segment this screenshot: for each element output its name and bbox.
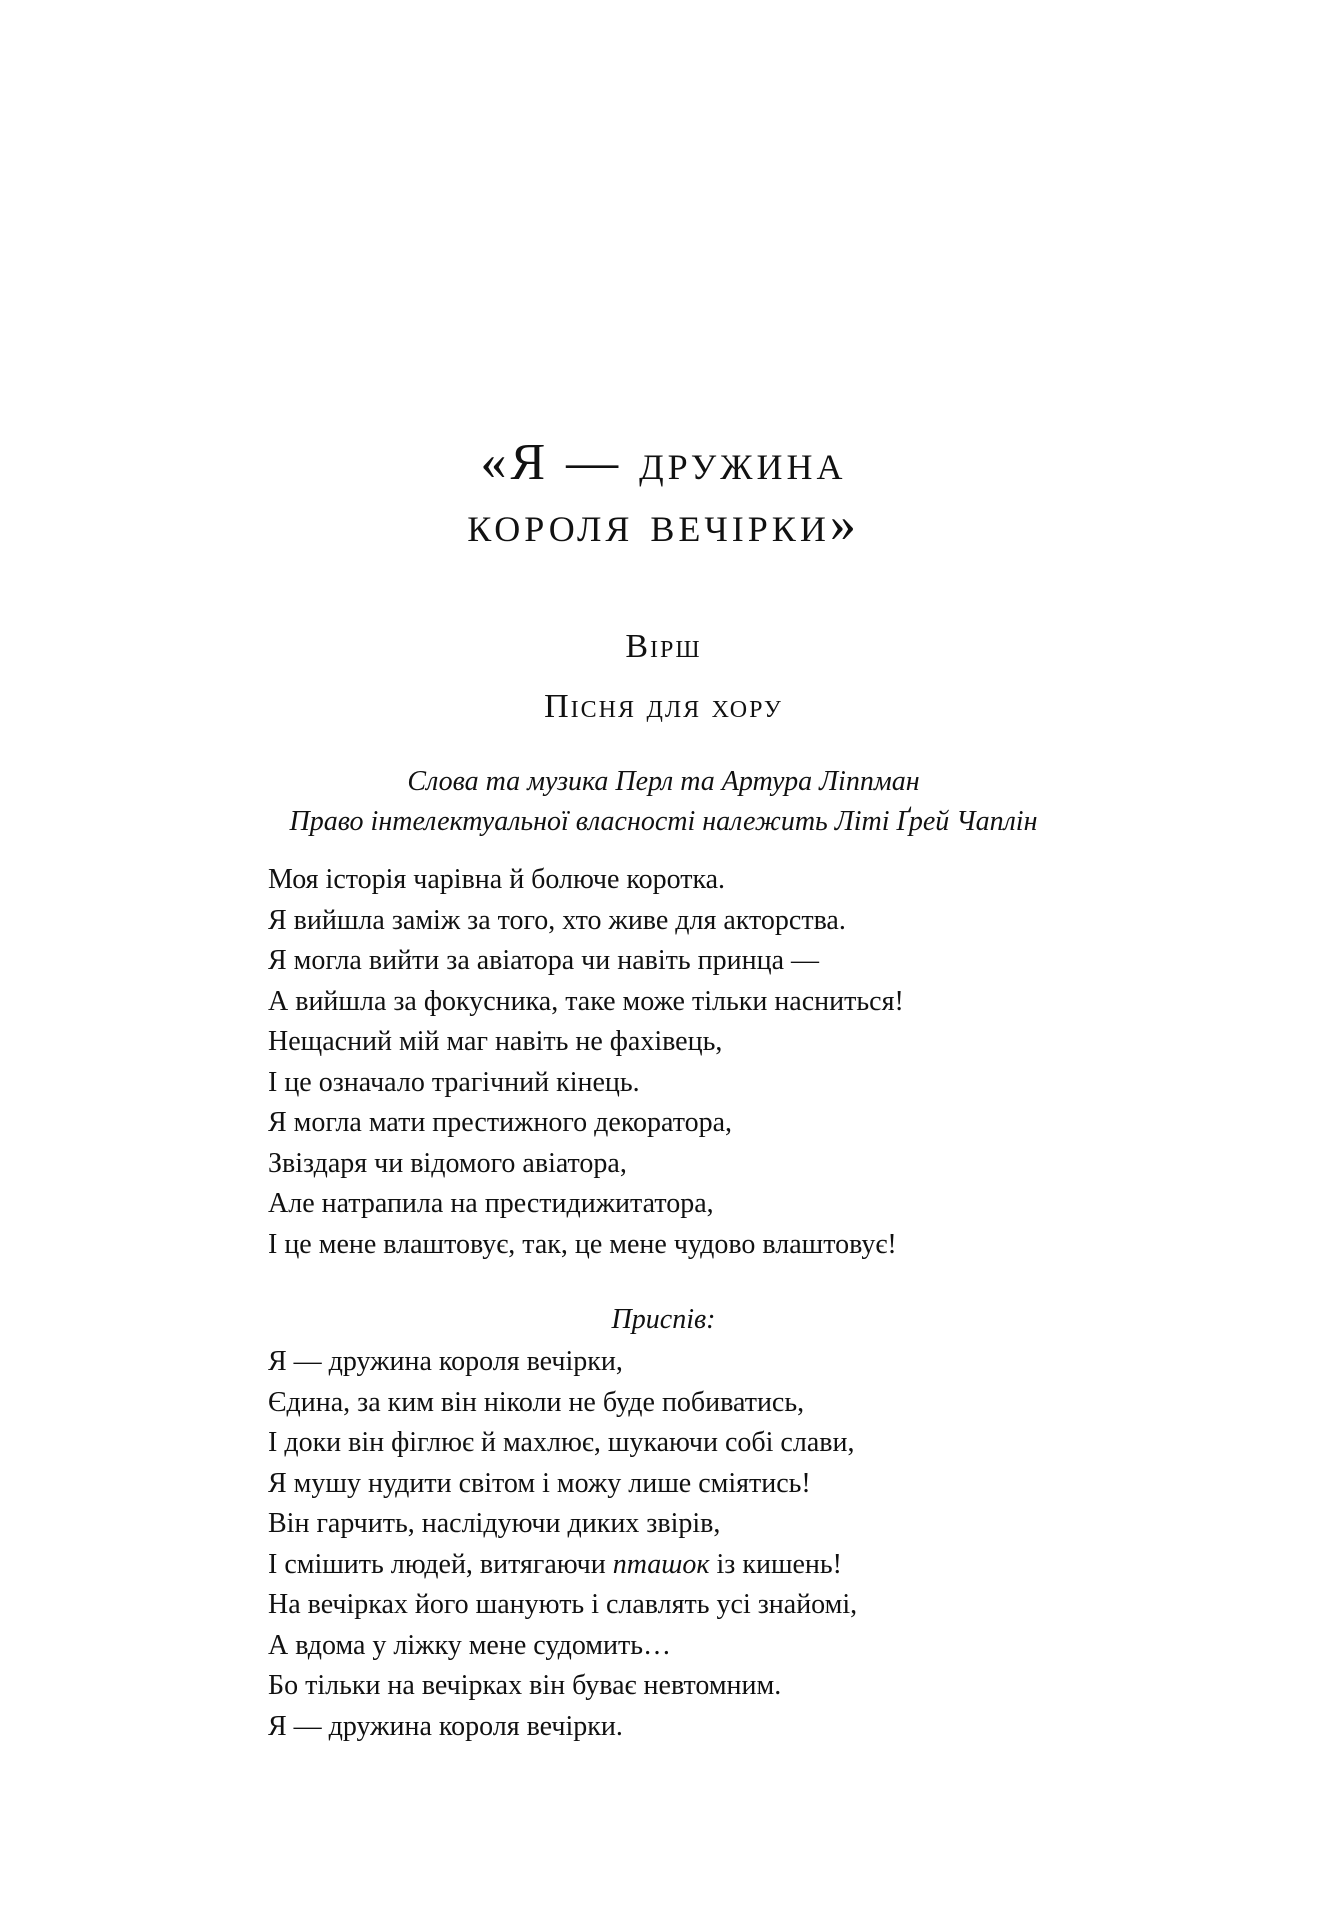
verse-line: Звіздаря чи відомого авіатора, bbox=[268, 1147, 627, 1179]
verse-line: Нещасний мій маг навіть не фахівець, bbox=[268, 1026, 723, 1057]
chorus-line bbox=[268, 1545, 1268, 1586]
verse-line: І це мене влаштовує, так, це мене чудово влаштовує! bbox=[268, 1228, 897, 1260]
chorus-line-part: із кишень! bbox=[709, 1548, 843, 1580]
chorus-stanza bbox=[268, 1342, 1268, 1747]
chorus-line: На вечірках його шанують і славлять усі знайомі, bbox=[268, 1589, 858, 1620]
chorus-line-part: І смішить людей, витягаючи bbox=[268, 1548, 613, 1580]
chapter-title-line-2: короля вечірки» bbox=[467, 496, 860, 553]
chorus-line: Я — дружина короля вечірки. bbox=[268, 1710, 623, 1742]
verse-line: Я могла вийти за авіатора чи навіть принца — bbox=[268, 945, 820, 976]
chorus-line: А вдома у ліжку мене судомить… bbox=[268, 1629, 671, 1661]
verse-line: Я могла мати престижного декоратора, bbox=[268, 1107, 733, 1138]
song-credits bbox=[0, 762, 1327, 842]
chapter-title-line-1: «Я — дружина bbox=[480, 434, 847, 491]
verse-line: А вийшла за фокусника, таке може тільки наснитьcя! bbox=[268, 985, 904, 1017]
chorus-line: Він гарчить, наслідуючи диких звірів, bbox=[268, 1508, 721, 1539]
verse-line: Але натрапила на престидижитатора, bbox=[268, 1188, 714, 1219]
chapter-title bbox=[0, 432, 1327, 556]
credits-line-copyright: Право інтелектуальної власності належить Літі Ґрей Чаплін bbox=[289, 806, 1038, 837]
chorus-label: Приспів: bbox=[611, 1304, 716, 1335]
verse-stanza bbox=[268, 860, 1268, 1265]
chorus-line: І доки він фіглює й махлює, шукаючи собі слави, bbox=[268, 1427, 855, 1458]
verse-line: І це означало трагічний кінець. bbox=[268, 1066, 640, 1098]
credits-line-authors: Слова та музика Перл та Артура Ліппман bbox=[407, 766, 920, 797]
chorus-line: Я мушу нудити світом і можу лише сміятись! bbox=[268, 1467, 811, 1499]
chorus-line: Я — дружина короля вечірки, bbox=[268, 1346, 623, 1377]
verse-line: Я вийшла заміж за того, хто живе для акторства. bbox=[268, 904, 846, 936]
chorus-line: Бо тільки на вечірках він буває невтомним. bbox=[268, 1670, 782, 1701]
section-heading-song: Пісня для хору bbox=[544, 688, 783, 725]
chorus-line-emphasis: пташок bbox=[612, 1548, 710, 1580]
verse-line: Моя історія чарівна й болюче коротка. bbox=[268, 864, 726, 895]
section-heading-verse: Вірш bbox=[625, 628, 702, 665]
chorus-line: Єдина, за ким він ніколи не буде побиватись, bbox=[268, 1386, 805, 1418]
